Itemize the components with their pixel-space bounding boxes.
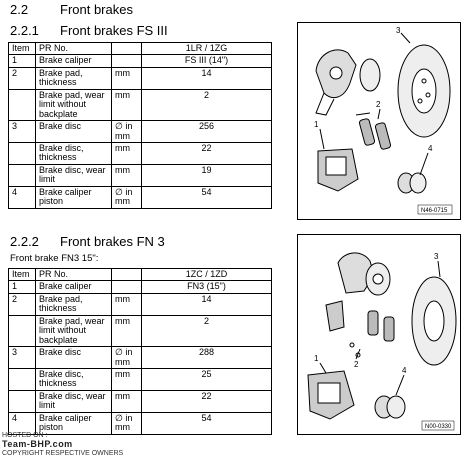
cell-unit: mm <box>112 293 142 315</box>
cell-value: 25 <box>142 368 272 390</box>
cell-description: Brake pad, wear limit without backplate <box>36 89 112 120</box>
header-code: 1LR / 1ZG <box>142 43 272 55</box>
cell-unit: mm <box>112 315 142 346</box>
cell-description: Brake disc <box>36 347 112 369</box>
cell-value: 288 <box>142 347 272 369</box>
subsection-title: Front brakes FS III <box>60 23 168 38</box>
header-unit <box>112 269 142 281</box>
callout-2: 2 <box>354 360 359 369</box>
cell-value: 14 <box>142 293 272 315</box>
table-row <box>9 67 272 89</box>
cell-item <box>9 142 36 164</box>
cell-description: Brake disc <box>36 121 112 143</box>
table-row <box>9 164 272 186</box>
spec-table-fn3 <box>8 268 272 435</box>
cell-value: 2 <box>142 89 272 120</box>
cell-unit: ∅ in mm <box>112 186 142 208</box>
spec-table-fs3 <box>8 42 272 209</box>
figure-code: N00-0330 <box>425 424 452 430</box>
cell-value: 256 <box>142 121 272 143</box>
callout-4: 4 <box>428 144 433 153</box>
cell-item: 4 <box>9 186 36 208</box>
cell-item: 1 <box>9 55 36 67</box>
cell-value: FN3 (15") <box>142 281 272 293</box>
cell-unit: mm <box>112 368 142 390</box>
cell-item: 3 <box>9 121 36 143</box>
header-code: 1ZC / 1ZD <box>142 269 272 281</box>
callout-3: 3 <box>396 26 401 35</box>
cell-unit: mm <box>112 89 142 120</box>
cell-value: 19 <box>142 164 272 186</box>
cell-value: 22 <box>142 390 272 412</box>
table-row <box>9 293 272 315</box>
table-row <box>9 186 272 208</box>
cell-description: Brake caliper <box>36 55 112 67</box>
cell-description: Brake caliper <box>36 281 112 293</box>
table-row <box>9 55 272 67</box>
header-item: Item <box>9 269 36 281</box>
subsection-title-2: Front brakes FN 3 <box>60 234 165 249</box>
header-pr-no: PR No. <box>36 269 112 281</box>
callout-2: 2 <box>376 100 381 109</box>
cell-item <box>9 164 36 186</box>
figure-code: N46-0715 <box>421 208 448 214</box>
section-title: Front brakes <box>60 2 133 17</box>
cell-description: Brake disc, wear limit <box>36 164 112 186</box>
cell-description: Brake pad, thickness <box>36 293 112 315</box>
cell-description: Brake caliper piston <box>36 186 112 208</box>
callout-4: 4 <box>402 366 407 375</box>
brake-figure-fs3 <box>297 22 461 220</box>
exploded-brake-diagram <box>298 23 460 219</box>
cell-item: 1 <box>9 281 36 293</box>
watermark <box>2 432 123 458</box>
cell-description: Brake disc, wear limit <box>36 390 112 412</box>
cell-description: Brake caliper piston <box>36 412 112 434</box>
cell-unit: ∅ in mm <box>112 121 142 143</box>
cell-value: 54 <box>142 186 272 208</box>
callout-1: 1 <box>314 120 319 129</box>
cell-value: FS III (14") <box>142 55 272 67</box>
header-pr-no: PR No. <box>36 43 112 55</box>
cell-item <box>9 315 36 346</box>
cell-value: 2 <box>142 315 272 346</box>
cell-unit: ∅ in mm <box>112 347 142 369</box>
cell-item <box>9 390 36 412</box>
table-row <box>9 347 272 369</box>
callout-1: 1 <box>314 354 319 363</box>
table-row <box>9 89 272 120</box>
table-row <box>9 142 272 164</box>
cell-item <box>9 368 36 390</box>
table-row <box>9 121 272 143</box>
cell-unit: ∅ in mm <box>112 412 142 434</box>
table-row <box>9 368 272 390</box>
cell-unit <box>112 281 142 293</box>
table-header-row <box>9 269 272 281</box>
cell-unit: mm <box>112 67 142 89</box>
cell-item: 3 <box>9 347 36 369</box>
table-header-row <box>9 43 272 55</box>
table-row <box>9 315 272 346</box>
cell-unit: mm <box>112 142 142 164</box>
section-number: 2.2 <box>10 2 29 17</box>
header-item: Item <box>9 43 36 55</box>
cell-value: 14 <box>142 67 272 89</box>
brake-figure-fn3 <box>297 234 461 435</box>
header-unit <box>112 43 142 55</box>
cell-item: 2 <box>9 293 36 315</box>
watermark-line3: COPYRIGHT RESPECTIVE OWNERS <box>2 450 124 457</box>
cell-description: Brake disc, thickness <box>36 142 112 164</box>
cell-unit <box>112 55 142 67</box>
exploded-brake-diagram-2 <box>298 235 460 434</box>
callout-3: 3 <box>434 252 439 261</box>
subsection-number-2: 2.2.2 <box>10 234 39 249</box>
cell-description: Brake pad, wear limit without backplate <box>36 315 112 346</box>
cell-unit: mm <box>112 164 142 186</box>
watermark-logo: Team-BHP.com <box>2 439 73 449</box>
cell-item: 4 <box>9 412 36 434</box>
table-row <box>9 390 272 412</box>
table-row <box>9 412 272 434</box>
cell-description: Brake pad, thickness <box>36 67 112 89</box>
watermark-line1: HOSTED ON : <box>2 432 48 439</box>
cell-value: 22 <box>142 142 272 164</box>
cell-description: Brake disc, thickness <box>36 368 112 390</box>
cell-item: 2 <box>9 67 36 89</box>
subsection-note: Front brake FN3 15": <box>10 253 99 264</box>
cell-item <box>9 89 36 120</box>
table-row <box>9 281 272 293</box>
cell-unit: mm <box>112 390 142 412</box>
cell-value: 54 <box>142 412 272 434</box>
subsection-number: 2.2.1 <box>10 23 39 38</box>
